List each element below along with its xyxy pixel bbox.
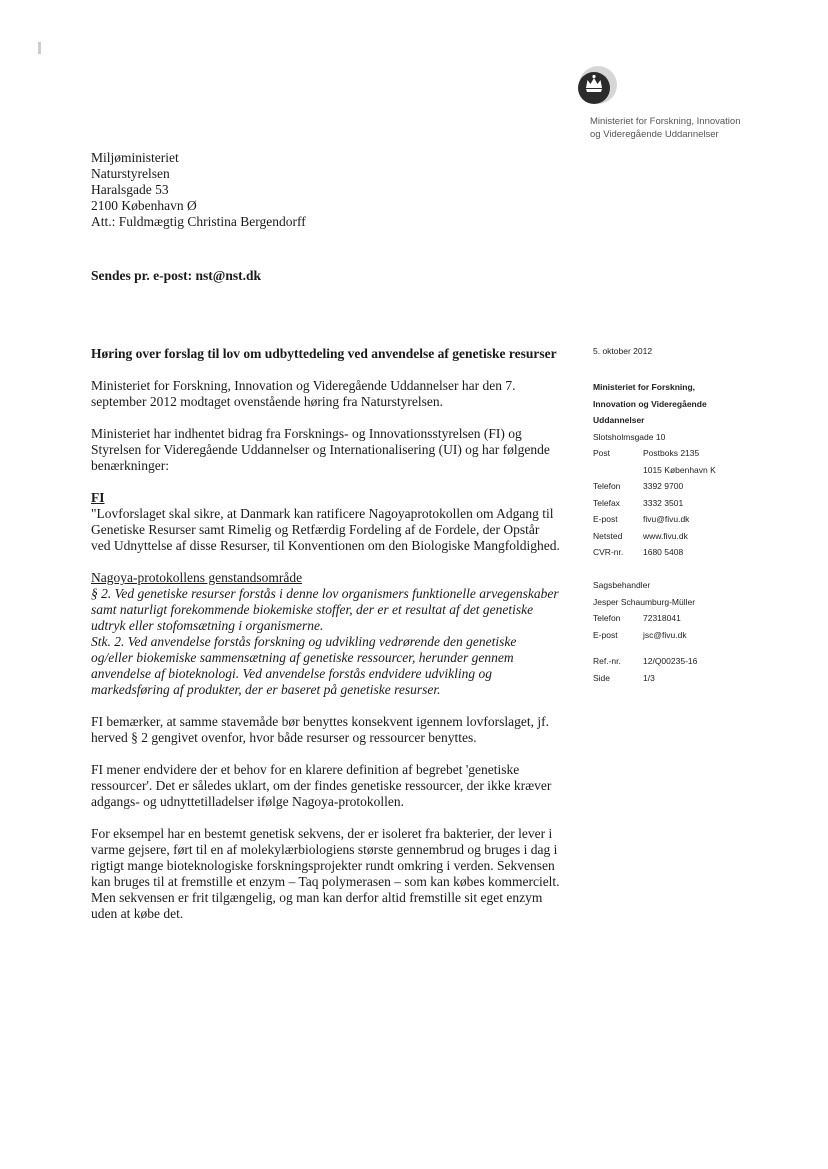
sidebar-row-telefon [593,478,793,495]
quoted-law-text: Stk. 2. Ved anvendelse forstås forskning og udvikling vedrørende den genetiske og/eller biokemiske sammensætning af genetiske ressourcer, herunder gennem anvendelse af bioteknologi. Ved anvendelse forstås endvidere udvikling og markedsføring af produkter, der er baseret på genetiske resurser. [91,634,517,697]
sender-street: Slotsholmsgade 10 [593,431,666,442]
sidebar-info [593,346,793,686]
section-heading-nagoya: Nagoya-protokollens genstandsområde [91,570,303,585]
info-value: 3392 9700 [643,481,684,491]
info-label: Ref.-nr. [593,656,621,666]
paragraph: "Lovforslaget skal sikre, at Danmark kan ratificere Nagoyaprotokollen om Adgang til Genetiske Resurser samt Rimelig og Retfærdig Fordeling af de Fordele, der Opstår ved Udnyttelse af disse Resurser, til Konventionen om den Biologiske Mangfoldighed. [91,506,560,553]
case-handler-name: Jesper Schaumburg-Müller [593,596,696,607]
sidebar-row-post-city [593,462,793,479]
crown-logo-icon [568,60,620,112]
info-label: Side [593,672,611,683]
info-value: 12/Q00235-16 [643,656,698,666]
ministry-name [590,115,810,141]
recipient-address [91,150,306,230]
info-value: 3332 3501 [643,497,684,508]
info-label: Netsted [593,530,623,541]
sidebar-row-netsted [593,528,793,545]
send-by-email-note: Sendes pr. e-post: nst@nst.dk [91,268,261,283]
info-value: Postboks 2135 [643,448,700,458]
case-handler-label: Sagsbehandler [593,580,651,590]
letter-body [91,346,561,938]
info-label: Telefon [593,613,621,623]
info-label: Post [593,448,611,458]
info-value: 72318041 [643,613,681,623]
letter-date: 5. oktober 2012 [593,346,653,356]
recipient-line: Haralsgade 53 [91,182,169,197]
info-value: fivu@fivu.dk [643,514,690,524]
page-number: 1/3 [643,672,655,683]
section-heading-fi: FI [91,490,105,505]
recipient-line: Att.: Fuldmægtig Christina Bergendorff [91,214,306,229]
sidebar-row-cvr [593,544,793,561]
info-label: E-post [593,629,618,640]
sender-org: Uddannelser [593,415,645,425]
info-label: CVR-nr. [593,547,624,557]
quoted-law-text: § 2. Ved genetiske resurser forstås i denne lov organismers funktionelle arvegenskaber samt naturligt forekommende biokemiske stoffer, der er et resultat af det genetiske udtryk eller stofomsætning i organismerne. [91,586,559,633]
recipient-line: Naturstyrelsen [91,166,170,181]
paragraph: For eksempel har en bestemt genetisk sekvens, der er isoleret fra bakterier, der lever i varme gejsere, ført til en af molekylærbiologiens største gennembrud og bruges i dag i rigtigt mange bioteknologiske forskningsprojekter rundt omkring i verden. Sekvensen kan bruges til at fremstille et enzym – Taq polymerasen – som kan købes kommercielt. Men sekvensen er frit tilgængelig, og man kan derfor altid fremstille sit eget enzym uden at købe det. [91,826,560,921]
info-value: www.fivu.dk [643,530,688,541]
info-label: E-post [593,514,618,524]
sender-org: Ministeriet for Forskning, [593,382,696,392]
paragraph: FI bemærker, at samme stavemåde bør benyttes konsekvent igennem lovforslaget, jf. herved § 2 gengivet ovenfor, hvor både resurser og ressourcer benyttes. [91,714,549,745]
sidebar-row-sb-epost [593,627,793,644]
info-value: 1680 5408 [643,547,684,557]
recipient-line: 2100 København Ø [91,198,197,213]
paragraph: FI mener endvidere der et behov for en klarere definition af begrebet 'genetiske ressourcer'. Det er således uklart, om der findes genetiske ressourcer, der ikke kræver adgangs- og udnyttetilladelser ifølge Nagoya-protokollen. [91,762,552,809]
info-label: Telefon [593,481,621,491]
sidebar-row-side [593,670,793,687]
ministry-name-line1: Ministeriet for Forskning, Innovation [590,116,741,127]
recipient-line: Miljøministeriet [91,150,179,165]
sidebar-row-epost [593,511,793,528]
sidebar-row-sb-telefon [593,610,793,627]
letter-subject: Høring over forslag til lov om udbyttedeling ved anvendelse af genetiske resurser [91,346,557,361]
paragraph: Ministeriet for Forskning, Innovation og Videregående Uddannelser har den 7. september 2012 modtaget ovenstående høring fra Naturstyrelsen. [91,378,516,409]
paragraph: Ministeriet har indhentet bidrag fra Forsknings- og Innovationsstyrelsen (FI) og Styrelsen for Videregående Uddannelser og Internationalisering (UI) og har følgende benærkninger: [91,426,550,473]
info-value: jsc@fivu.dk [643,629,687,640]
ministry-name-line2: og Videregående Uddannelser [590,129,719,140]
scan-artifact [38,42,41,54]
sidebar-row-post [593,445,793,462]
info-value: 1015 København K [643,464,716,475]
sidebar-row-ref [593,653,793,670]
sender-org: Innovation og Videregående [593,398,707,409]
info-label: Telefax [593,497,620,508]
sidebar-row-telefax [593,495,793,512]
